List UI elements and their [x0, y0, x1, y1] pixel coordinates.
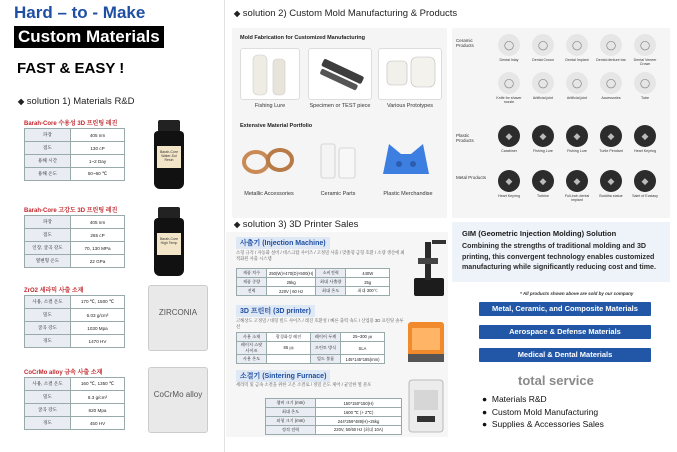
spec-row: [25, 255, 125, 268]
spec-value: 최대 300℃: [346, 287, 390, 296]
gim-text: Combining the strengths of traditional molding and 3D printing, this convergent technology enables customized manufacturing while significantly reducing cost and time.: [462, 242, 656, 271]
product-thumb: ◆: [566, 170, 588, 192]
bottle-label: Barah-Core Water-Sol Resin: [157, 146, 181, 168]
spec-value: 160 ℃, 1350 ℃: [71, 378, 125, 391]
product-thumb-label: Dental Crown: [532, 58, 554, 62]
spec-value: 1600 ℃ (+ 2℃): [316, 408, 402, 417]
total-item: ● Supplies & Accessories Sales: [482, 419, 604, 429]
3d-printer-image: [404, 318, 448, 366]
spec-key: 인장, 굴곡 강도: [25, 242, 71, 255]
material-spec-table: [24, 128, 125, 181]
spec-row: [25, 296, 125, 309]
spec-row: [25, 322, 125, 335]
product-thumb: ◆: [532, 170, 554, 192]
headline-1: Hard – to - Make: [14, 3, 146, 22]
total-item: ● Custom Mold Manufacturing: [482, 406, 599, 417]
spec-row: [25, 417, 125, 430]
spec-key: 레이저 스팟 사이즈: [237, 342, 267, 355]
injection-title: 사출기 (Injection Machine): [236, 237, 330, 249]
spec-value: 220V, 50/60 Hz (최대 10A): [316, 426, 402, 435]
product-thumb-label: Saint of Ecstasy: [632, 194, 658, 198]
product-thumb-label: Turtle Pendant: [599, 149, 623, 153]
specimen-image: [308, 48, 372, 100]
spec-key: 빌드 볼륨: [311, 355, 341, 364]
product-thumb: ◆: [634, 125, 656, 147]
spec-key: 열변형 온도: [25, 255, 71, 268]
spec-value: 25kg: [267, 278, 316, 287]
spec-value: 22 GPa: [71, 255, 125, 268]
spec-key: 챔버 크기 (mm): [266, 399, 316, 408]
column-divider: [224, 0, 225, 452]
total-service-list: [482, 393, 604, 431]
product-thumb: ◆: [600, 125, 622, 147]
material-title: CoCrMo alloy 금속 사출 소재: [24, 370, 103, 376]
spec-value: 70, 130 MPa: [71, 242, 125, 255]
headline-2: Custom Materials: [14, 26, 164, 48]
injection-desc: 소형 규격 / 자동화 설비 / 데스크탑 사이즈 / 고정밀 사출 / 맞춤형 금형 호환 / 소량 생산에 최적화된 사출 시스템: [236, 250, 405, 261]
spec-value: 8.3 g/cm³: [71, 391, 125, 404]
portfolio-title: Extensive Material Portfolio: [240, 123, 313, 129]
spec-row: [25, 242, 125, 255]
spec-value: 450 HV: [71, 417, 125, 430]
spec-value: 1~2 Day: [71, 155, 125, 168]
product-thumb-label: Turbine: [536, 194, 550, 198]
material-spec-table: [24, 377, 125, 430]
product-thumb: ◯: [532, 34, 554, 56]
product-thumb-label: Buddha statue: [599, 194, 623, 198]
material-spec-table: [24, 295, 125, 348]
spec-row: [25, 216, 125, 229]
product-thumb-label: Heart Keyring: [634, 149, 656, 153]
spec-key: 외형 크기 (mm): [266, 417, 316, 426]
material-pouch-image: [146, 283, 210, 353]
spec-row: [25, 229, 125, 242]
spec-value: 170 ℃, 1500 ℃: [71, 296, 125, 309]
product-thumb: ◆: [498, 125, 520, 147]
portfolio-item-label: Ceramic Parts: [320, 191, 356, 197]
spec-key: 점도: [25, 142, 71, 155]
spec-value: 145*145*185(mm): [341, 355, 385, 364]
prototypes-image: [378, 48, 442, 100]
spec-key: 파장: [25, 129, 71, 142]
spec-row: [237, 333, 385, 342]
spec-row: [266, 408, 402, 417]
spec-key: 제품 치수: [237, 269, 267, 278]
product-thumb-label: Accessories: [601, 96, 621, 100]
product-thumb: ◆: [532, 125, 554, 147]
mold-item-label: Fishing Lure: [254, 103, 286, 109]
printer-title: 3D 프린터 (3D printer): [236, 305, 315, 317]
spec-key: 밀도: [25, 309, 71, 322]
portfolio-item-label: Metallic Accessories: [244, 191, 294, 197]
spec-value: 220V | 60 Hz: [267, 287, 316, 296]
spec-row: [237, 269, 390, 278]
spec-key: 사용, 소결 온도: [25, 378, 71, 391]
spec-row: [237, 355, 385, 364]
product-thumb-label: Artificial joint: [532, 96, 554, 100]
spec-value: 85 ㎛: [267, 342, 311, 355]
spec-value: 405 nm: [71, 129, 125, 142]
spec-value: 광경화성 레진: [267, 333, 311, 342]
spec-row: [25, 404, 125, 417]
spec-value: 1470 HV: [71, 335, 125, 348]
spec-value: 50~60 ℃: [71, 168, 125, 181]
product-thumb-label: Dental denture bar: [596, 58, 626, 62]
product-thumb-label: Dental Veneer Crown: [633, 58, 657, 66]
resin-bottle-image: [150, 207, 188, 277]
product-thumb: ◯: [566, 34, 588, 56]
product-thumb-label: Full-inch dental implant: [564, 194, 590, 202]
furnace-desc: 세라믹 및 금속 소결을 위한 고온 소결로 / 정밀 온도 제어 / 균일한 열 분포: [236, 382, 372, 387]
product-thumb: ◯: [600, 34, 622, 56]
furnace-title: 소결기 (Sintering Furnace): [236, 370, 330, 382]
fishing-lure-image: [240, 48, 300, 100]
spec-key: 점도: [25, 229, 71, 242]
resin-bottle-image: [150, 120, 188, 190]
spec-key: 밀도: [25, 391, 71, 404]
product-group-label: Metal Products: [456, 175, 487, 180]
spec-value: 6.03 g/cm³: [71, 309, 125, 322]
product-thumb: ◯: [600, 72, 622, 94]
product-thumb: ◯: [634, 34, 656, 56]
spec-value: 405 nm: [71, 216, 125, 229]
product-thumb: ◯: [498, 72, 520, 94]
product-thumb: ◯: [634, 72, 656, 94]
spec-value: 244*259*489(H)~25kg: [316, 417, 402, 426]
solution1-title: ◆ solution 1) Materials R&D: [18, 96, 135, 107]
spec-row: [266, 399, 402, 408]
product-thumb-label: Dental Implant: [565, 58, 589, 62]
category-metal-ceramic[interactable]: Metal, Ceramic, and Composite Materials: [479, 302, 651, 316]
product-group-label: Ceramic Products: [456, 38, 474, 48]
spec-key: 굴곡 강도: [25, 404, 71, 417]
spec-key: 레이어 두께: [311, 333, 341, 342]
spec-key: 사용 온도: [237, 355, 267, 364]
material-title: ZrO2 세라믹 사출 소재: [24, 288, 84, 294]
metallic-accessories-image: [240, 136, 298, 186]
injection-spec-table: [236, 268, 390, 296]
spec-key: 전력: [237, 287, 267, 296]
spec-value: 150*150*150(H): [316, 399, 402, 408]
spec-row: [25, 309, 125, 322]
spec-value: SLA: [341, 342, 385, 355]
sintering-furnace-image: [405, 378, 447, 434]
pouch-label: ZIRCONIA: [148, 285, 208, 351]
spec-key: 최대 온도: [266, 408, 316, 417]
spec-key: 최대 온도: [316, 287, 346, 296]
furnace-spec-table: [265, 398, 402, 435]
spec-value: 130 cP: [71, 142, 125, 155]
spec-value: 25g: [346, 278, 390, 287]
product-group-label: Plastic Products: [456, 133, 474, 143]
product-thumb-label: Fishing Lure: [567, 149, 587, 153]
product-thumb: ◆: [634, 170, 656, 192]
product-thumb: ◯: [532, 72, 554, 94]
product-thumb-label: Heart Keyring: [498, 194, 520, 198]
product-thumb: ◆: [566, 125, 588, 147]
product-thumb: ◯: [566, 72, 588, 94]
spec-row: [237, 342, 385, 355]
product-thumb-label: Artificial joint: [566, 96, 588, 100]
spec-key: 제품 중량: [237, 278, 267, 287]
printer-spec-table: [236, 332, 385, 364]
spec-row: [237, 287, 390, 296]
spec-row: [25, 391, 125, 404]
spec-key: 용해 시간: [25, 155, 71, 168]
spec-row: [25, 168, 125, 181]
spec-value: 440W: [346, 269, 390, 278]
material-spec-table: [24, 215, 125, 268]
product-thumb-label: Fishing Lure: [533, 149, 553, 153]
spec-key: 프린트 방식: [311, 342, 341, 355]
injection-machine-image: [408, 238, 448, 300]
gim-title: GIM (Geometric Injection Molding) Solution: [462, 229, 617, 238]
bottle-label: Barah-Core High Temp: [157, 233, 181, 255]
spec-key: 사용 소재: [237, 333, 267, 342]
material-pouch-image: [146, 365, 210, 435]
product-thumb-label: Dental Inlay: [499, 58, 519, 62]
mold-title: Mold Fabrication for Customized Manufacturing: [240, 35, 365, 41]
total-service-title: total service: [518, 373, 594, 388]
spec-key: 굴곡 강도: [25, 322, 71, 335]
spec-value: 1030 Mpa: [71, 322, 125, 335]
spec-key: 용해 온도: [25, 168, 71, 181]
mold-item-label: Specimen or TEST piece: [309, 103, 371, 109]
category-aerospace[interactable]: Aerospace & Defense Materials: [479, 325, 651, 339]
portfolio-item-label: Plastic Merchandise: [383, 191, 433, 197]
product-thumb: ◆: [600, 170, 622, 192]
product-thumb-label: Carabiner: [501, 149, 517, 153]
pouch-label: CoCrMo alloy: [148, 367, 208, 433]
spec-row: [25, 155, 125, 168]
plastic-merchandise-image: [375, 134, 437, 188]
printer-desc: 고해상도 고정밀 / 대형 빌드 사이즈 / 레진 호환성 / 빠른 출력 속도 / 산업용 3D 프린팅 솔루션: [236, 318, 404, 329]
material-title: Barah-Core 고강도 3D 프린팅 레진: [24, 208, 118, 214]
spec-key: 사용, 소결 온도: [25, 296, 71, 309]
material-title: Barah-Core 수용성 3D 프린팅 레진: [24, 121, 118, 127]
spec-value: 265 cP: [71, 229, 125, 242]
spec-row: [25, 142, 125, 155]
spec-value: 25~300 ㎛: [341, 333, 385, 342]
spec-value: 250(W)×470(D)×500(H): [267, 269, 316, 278]
total-item: ● Materials R&D: [482, 394, 547, 404]
product-thumb-label: Knife for shaver nozzle: [496, 96, 522, 104]
spec-key: 경도: [25, 335, 71, 348]
solution3-title: ◆ solution 3) 3D Printer Sales: [234, 219, 359, 230]
product-thumb: ◯: [498, 34, 520, 56]
headline-3: FAST & EASY !: [17, 60, 125, 77]
spec-row: [237, 278, 390, 287]
spec-key: 소비전력: [316, 269, 346, 278]
spec-value: 820 Mpa: [71, 404, 125, 417]
spec-key: 파장: [25, 216, 71, 229]
spec-row: [25, 335, 125, 348]
spec-row: [25, 129, 125, 142]
product-thumb-label: Tube: [640, 96, 650, 100]
spec-row: [25, 378, 125, 391]
ceramic-parts-image: [309, 136, 367, 186]
category-medical[interactable]: Medical & Dental Materials: [479, 348, 651, 362]
spec-value: [267, 355, 311, 364]
spec-key: 정격 전력: [266, 426, 316, 435]
spec-row: [266, 417, 402, 426]
solution2-title: ◆ solution 2) Custom Mold Manufacturing & Products: [234, 8, 458, 19]
sales-note: * All products shown above are sold by our company: [520, 291, 634, 296]
spec-key: 경도: [25, 417, 71, 430]
spec-key: 최대 사출량: [316, 278, 346, 287]
spec-row: [266, 426, 402, 435]
product-thumb: ◆: [498, 170, 520, 192]
mold-item-label: Various Prototypes: [386, 103, 434, 109]
